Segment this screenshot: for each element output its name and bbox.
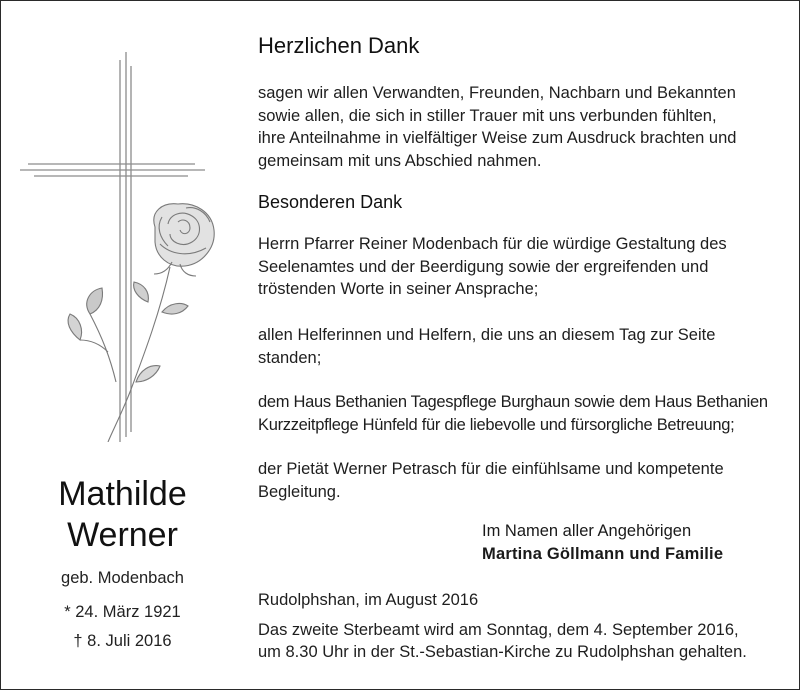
footer [258,589,778,664]
rose-icon [68,204,214,442]
paragraph-pastor [258,233,778,301]
text-line: Kurzzeitpflege Hünfeld für die liebevolle und fürsorgliche Betreuung; [258,415,735,434]
mass-announcement-line2: um 8.30 Uhr in der St.-Sebastian-Kirche zu Rudolphshan gehalten. [258,643,747,661]
text-line: Begleitung. [258,482,341,501]
deceased-last-name: Werner [67,516,178,554]
text-line: dem Haus Bethanien Tagespflege Burghaun sowie dem Haus Bethanien [258,393,768,411]
text-line: Herrn Pfarrer Reiner Modenbach für die würdige Gestaltung des [258,235,727,253]
text-line: standen; [258,348,322,367]
text-line: Seelenamtes und der Beerdigung sowie der ergreifenden und [258,257,709,276]
paragraph-helpers [258,324,778,369]
place-date: Rudolphshan, im August 2016 [258,591,479,609]
mass-announcement-line1: Das zweite Sterbeamt wird am Sonntag, dem 4. September 2016, [258,620,739,639]
deceased-first-name: Mathilde [58,475,187,513]
text-line: sagen wir allen Verwandten, Freunden, Nachbarn und Bekannten [258,84,736,102]
thanks-intro [258,82,778,172]
paragraph-care-home [258,391,778,436]
text-line: der Pietät Werner Petrasch für die einfühlsame und kompetente [258,460,724,478]
text-line: tröstenden Worte in seiner Ansprache; [258,280,539,298]
birth-name: geb. Modenbach [61,569,184,587]
text-line: gemeinsam mit uns Abschied nahmen. [258,151,542,170]
text-line: allen Helferinnen und Helfern, die uns an diesem Tag zur Seite [258,326,716,344]
birth-date: * 24. März 1921 [64,603,181,621]
signature-name: Martina Göllmann und Familie [482,545,724,563]
text-line: sowie allen, die sich in stiller Trauer mit uns verbunden fühlten, [258,106,717,125]
heading-thanks: Herzlichen Dank [258,33,420,58]
paragraph-undertaker [258,458,778,503]
cross-rose-illustration [20,52,240,442]
death-date: † 8. Juli 2016 [73,632,172,650]
text-line: ihre Anteilnahme in vielfältiger Weise zum Ausdruck brachten und [258,129,737,147]
signature-intro: Im Namen aller Angehörigen [482,522,692,540]
heading-special-thanks: Besonderen Dank [258,192,403,212]
